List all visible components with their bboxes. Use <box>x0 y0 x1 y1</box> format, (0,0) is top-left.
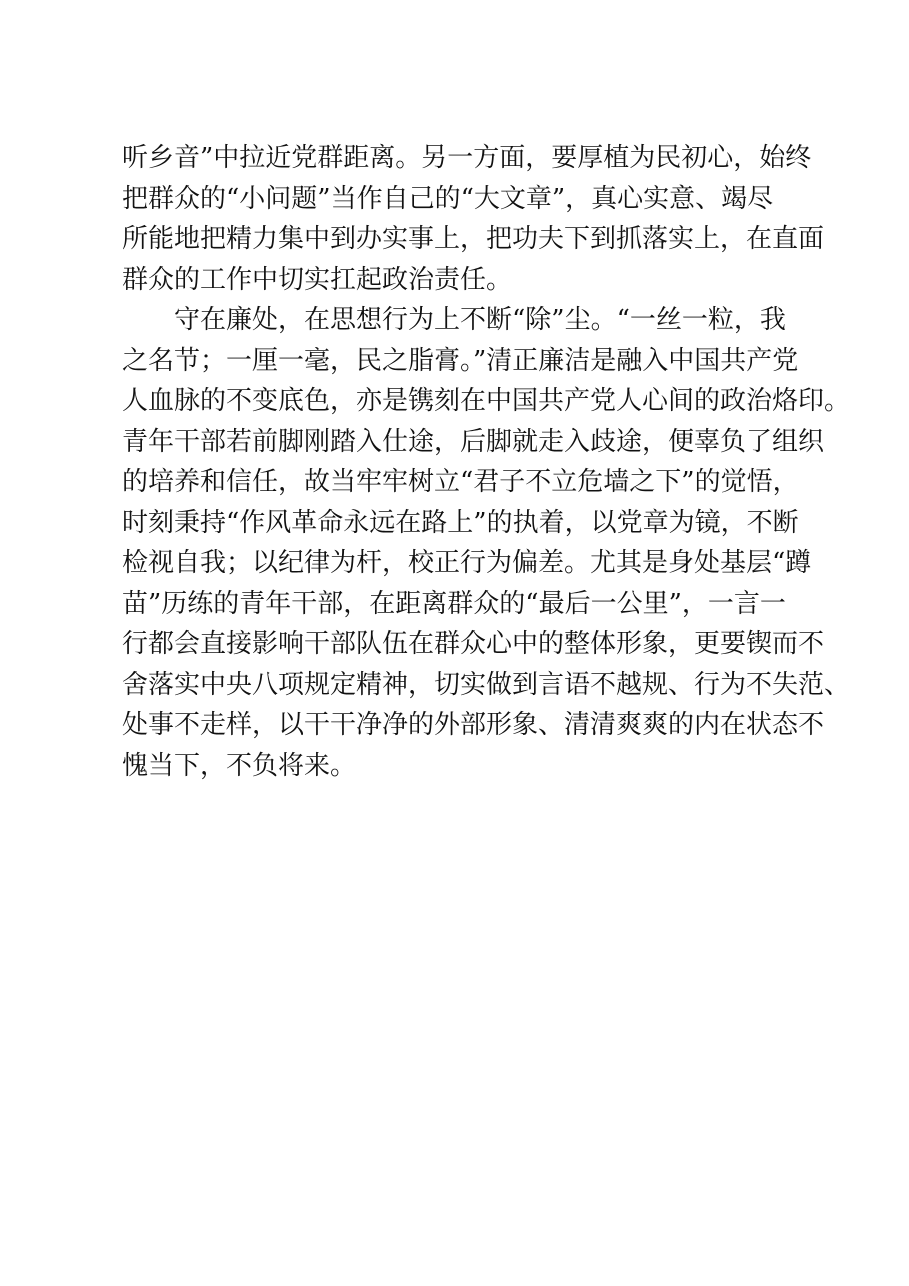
text-line: 听乡音”中拉近党群距离。另一方面，要厚植为民初心，始终 <box>122 143 812 173</box>
text-line: 检视自我；以纪律为杆，校正行为偏差。尤其是身处基层“蹲 <box>122 548 812 578</box>
paragraph-2 <box>122 300 851 786</box>
text-line: 苗”历练的青年干部，在距离群众的“最后一公里”，一言一 <box>122 588 786 619</box>
paragraph-1 <box>122 138 825 300</box>
text-line: 人血脉的不变底色，亦是镌刻在中国共产党人心间的政治烙印。 <box>122 386 851 416</box>
text-line: 青年干部若前脚刚踏入仕途，后脚就走入歧途，便辜负了组织 <box>122 426 825 457</box>
text-line: 行都会直接影响干部队伍在群众心中的整体形象，更要锲而不 <box>122 629 825 659</box>
text-line: 之名节；一厘一毫，民之脂膏。”清正廉洁是融入中国共产党 <box>122 345 799 376</box>
text-line: 所能地把精力集中到办实事上，把功夫下到抓落实上，在直面 <box>122 224 825 254</box>
text-line: 时刻秉持“作风革命永远在路上”的执着，以党章为镜，不断 <box>122 507 799 538</box>
text-line: 群众的工作中切实扛起政治责任。 <box>122 264 513 295</box>
document-body <box>122 138 851 786</box>
text-line: 守在廉处，在思想行为上不断“除”尘。“一丝一粒，我 <box>174 305 786 335</box>
text-line: 愧当下，不负将来。 <box>122 750 357 781</box>
text-line: 舍落实中央八项规定精神，切实做到言语不越规、行为不失范、 <box>122 669 851 700</box>
text-line: 处事不走样，以干干净净的外部形象、清清爽爽的内在状态不 <box>122 710 825 740</box>
text-line: 的培养和信任，故当牢牢树立“君子不立危墙之下”的觉悟， <box>122 467 799 497</box>
text-line: 把群众的“小问题”当作自己的“大文章”，真心实意、竭尽 <box>122 183 774 214</box>
